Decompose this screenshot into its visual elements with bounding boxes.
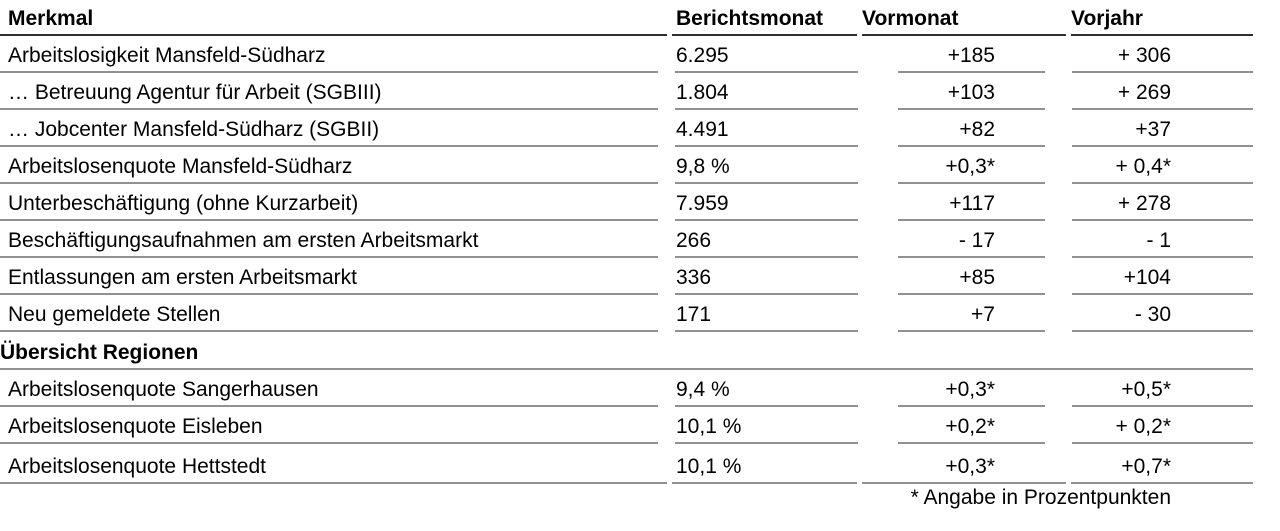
vorjahr-cell xyxy=(1072,73,1253,110)
vormonat-value: +117 xyxy=(949,191,995,215)
vorjahr-cell xyxy=(1072,407,1253,444)
vorjahr-value: - 30 xyxy=(1134,302,1171,326)
merkmal-cell xyxy=(0,110,658,147)
col-header-vorjahr xyxy=(1071,2,1253,36)
merkmal-cell xyxy=(0,258,658,295)
table-body xyxy=(0,36,1253,484)
merkmal-value: Arbeitslosenquote Eisleben xyxy=(8,414,263,438)
vorjahr-value: +0,5* xyxy=(1121,377,1171,401)
vormonat-value: +0,3* xyxy=(945,377,995,401)
vorjahr-value: +37 xyxy=(1135,117,1171,141)
table-row xyxy=(0,444,1253,484)
vorjahr-value: + 0,2* xyxy=(1115,414,1171,438)
merkmal-value: Beschäftigungsaufnahmen am ersten Arbeitsmarkt xyxy=(8,228,479,252)
vormonat-cell xyxy=(898,147,1045,184)
berichtsmonat-value: 266 xyxy=(676,228,712,252)
vorjahr-value: +104 xyxy=(1123,265,1171,289)
vormonat-value: +0,3* xyxy=(945,454,995,478)
table-row xyxy=(0,295,1253,332)
vormonat-cell xyxy=(898,407,1045,444)
merkmal-value: Arbeitslosenquote Mansfeld-Südharz xyxy=(8,154,353,178)
vormonat-cell xyxy=(898,73,1045,110)
vorjahr-cell xyxy=(1072,147,1253,184)
merkmal-value: Arbeitslosenquote Hettstedt xyxy=(8,454,266,478)
table-row xyxy=(0,110,1253,147)
table-row xyxy=(0,73,1253,110)
berichtsmonat-value: 336 xyxy=(676,265,712,289)
col-header-berichtsmonat-label: Berichtsmonat xyxy=(676,6,824,30)
merkmal-value: … Betreuung Agentur für Arbeit (SGBIII) xyxy=(8,80,382,104)
merkmal-cell xyxy=(0,184,658,221)
table-row xyxy=(0,184,1253,221)
vormonat-value: +0,3* xyxy=(945,154,995,178)
vormonat-cell xyxy=(898,258,1045,295)
berichtsmonat-cell xyxy=(675,73,858,110)
vormonat-cell xyxy=(862,444,1066,484)
merkmal-cell xyxy=(0,370,658,407)
berichtsmonat-value: 10,1 % xyxy=(676,414,742,438)
col-header-merkmal xyxy=(0,2,667,36)
berichtsmonat-value: 7.959 xyxy=(676,191,729,215)
vorjahr-cell xyxy=(1072,370,1253,407)
berichtsmonat-value: 9,4 % xyxy=(676,377,730,401)
berichtsmonat-cell xyxy=(675,147,858,184)
vorjahr-value: + 0,4* xyxy=(1115,154,1171,178)
vorjahr-value: + 306 xyxy=(1117,43,1171,67)
berichtsmonat-cell xyxy=(675,110,858,147)
merkmal-cell xyxy=(0,444,667,484)
merkmal-value: Unterbeschäftigung (ohne Kurzarbeit) xyxy=(8,191,359,215)
berichtsmonat-cell xyxy=(675,184,858,221)
section-cell xyxy=(0,332,1253,370)
merkmal-value: Arbeitslosenquote Sangerhausen xyxy=(8,377,319,401)
table-row xyxy=(0,147,1253,184)
vorjahr-cell xyxy=(1072,295,1253,332)
col-header-vormonat-label: Vormonat xyxy=(862,6,959,30)
berichtsmonat-cell xyxy=(675,370,858,407)
berichtsmonat-value: 9,8 % xyxy=(676,154,730,178)
berichtsmonat-value: 10,1 % xyxy=(676,454,742,478)
merkmal-cell xyxy=(0,36,658,73)
merkmal-value: Neu gemeldete Stellen xyxy=(8,302,221,326)
table-row xyxy=(0,258,1253,295)
statistics-table xyxy=(0,2,1253,484)
vorjahr-value: + 278 xyxy=(1117,191,1171,215)
vorjahr-cell xyxy=(1072,110,1253,147)
vorjahr-cell xyxy=(1072,258,1253,295)
vorjahr-value: + 269 xyxy=(1117,80,1171,104)
vorjahr-cell xyxy=(1072,36,1253,73)
berichtsmonat-value: 171 xyxy=(676,302,712,326)
vormonat-value: - 17 xyxy=(958,228,995,252)
footnote: * Angabe in Prozentpunkten xyxy=(910,486,1171,509)
berichtsmonat-cell xyxy=(675,407,858,444)
col-header-vormonat xyxy=(862,2,1066,36)
vormonat-value: +103 xyxy=(947,80,995,104)
berichtsmonat-cell xyxy=(675,221,858,258)
berichtsmonat-cell xyxy=(675,258,858,295)
berichtsmonat-value: 1.804 xyxy=(676,80,729,104)
merkmal-cell xyxy=(0,73,658,110)
vormonat-cell xyxy=(898,36,1045,73)
merkmal-value: … Jobcenter Mansfeld-Südharz (SGBII) xyxy=(8,117,380,141)
table-row xyxy=(0,221,1253,258)
section-title: Übersicht Regionen xyxy=(0,340,199,364)
table-row xyxy=(0,407,1253,444)
merkmal-cell xyxy=(0,295,658,332)
berichtsmonat-value: 4.491 xyxy=(676,117,729,141)
vormonat-value: +82 xyxy=(959,117,995,141)
vormonat-cell xyxy=(898,184,1045,221)
vormonat-value: +85 xyxy=(959,265,995,289)
vorjahr-cell xyxy=(1071,444,1253,484)
col-header-merkmal-label: Merkmal xyxy=(8,6,94,30)
vormonat-cell xyxy=(898,370,1045,407)
vormonat-cell xyxy=(898,110,1045,147)
vorjahr-value: +0,7* xyxy=(1121,454,1171,478)
vormonat-value: +185 xyxy=(947,43,995,67)
table-row xyxy=(0,370,1253,407)
vormonat-value: +0,2* xyxy=(945,414,995,438)
vorjahr-value: - 1 xyxy=(1146,228,1171,252)
vormonat-cell xyxy=(898,221,1045,258)
merkmal-cell xyxy=(0,407,658,444)
section-row xyxy=(0,332,1253,370)
vormonat-value: +7 xyxy=(971,302,995,326)
col-header-vorjahr-label: Vorjahr xyxy=(1071,6,1143,30)
vorjahr-cell xyxy=(1072,184,1253,221)
berichtsmonat-cell xyxy=(672,444,857,484)
col-header-berichtsmonat xyxy=(672,2,857,36)
merkmal-cell xyxy=(0,147,658,184)
table-row xyxy=(0,36,1253,73)
table-header-row xyxy=(0,2,1253,36)
merkmal-value: Entlassungen am ersten Arbeitsmarkt xyxy=(8,265,358,289)
merkmal-cell xyxy=(0,221,658,258)
vorjahr-cell xyxy=(1072,221,1253,258)
berichtsmonat-cell xyxy=(675,36,858,73)
berichtsmonat-cell xyxy=(675,295,858,332)
vormonat-cell xyxy=(898,295,1045,332)
berichtsmonat-value: 6.295 xyxy=(676,43,729,67)
merkmal-value: Arbeitslosigkeit Mansfeld-Südharz xyxy=(8,43,326,67)
